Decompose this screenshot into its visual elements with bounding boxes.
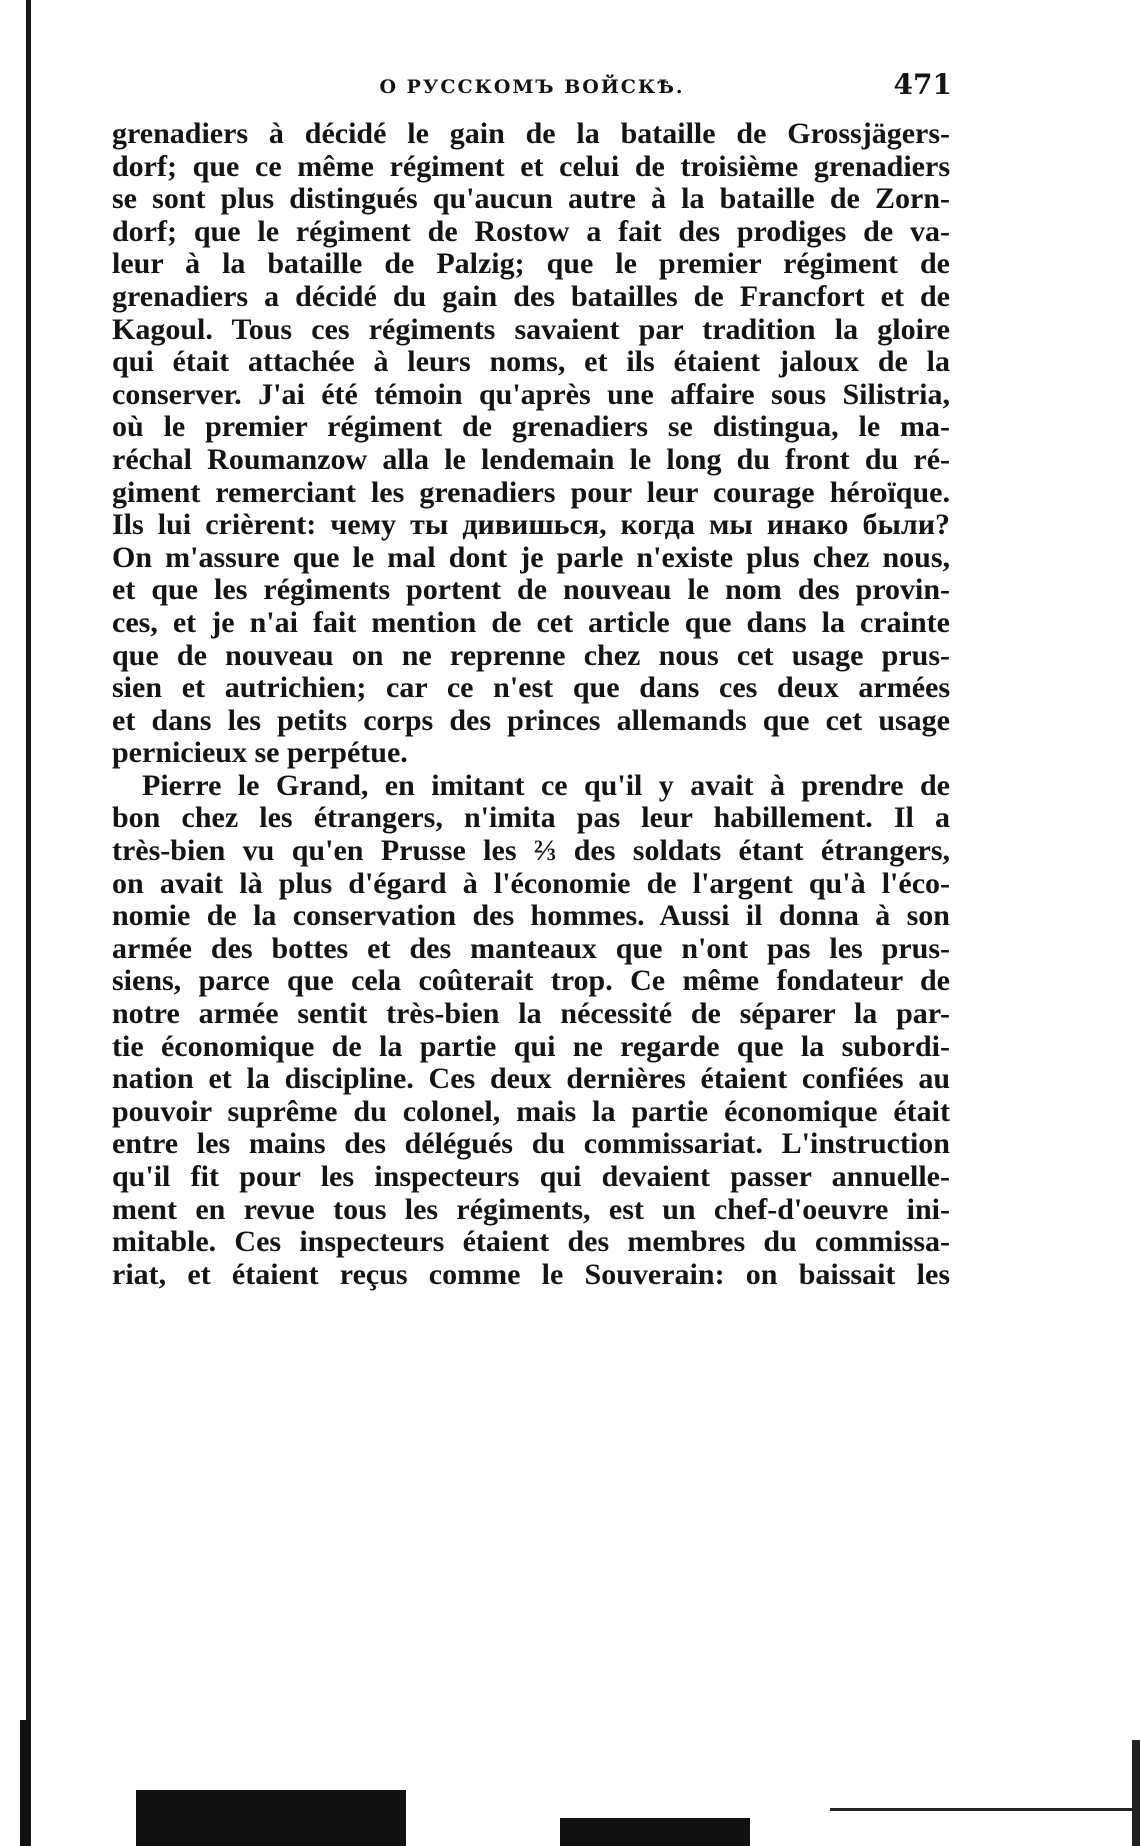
text-line: giment remerciant les grenadiers pour leur courage héroïque. — [112, 476, 950, 509]
text-line: où le premier régiment de grenadiers se distingua, le ma- — [112, 411, 950, 444]
text-line: Kagoul. Tous ces régiments savaient par tradition la gloire — [112, 313, 950, 346]
paragraph-start-line: Pierre le Grand, en imitant ce qu'il y avait à prendre de — [142, 769, 950, 802]
text-line: qu'il fit pour les inspecteurs qui devaient passer annuelle- — [112, 1161, 950, 1193]
text-line: très-bien vu qu'en Prusse les ⅔ des soldats étant étrangers, — [112, 835, 950, 868]
text-line: entre les mains des délégués du commissariat. L'instruction — [112, 1128, 950, 1161]
text-line: ces, et je n'ai fait mention de cet article que dans la crainte — [112, 606, 950, 639]
text-line: nomie de la conservation des hommes. Aussi il donna à son — [112, 900, 950, 933]
text-line: et que les régiments portent de nouveau le nom des provin- — [112, 574, 950, 607]
page-edge-right — [1132, 1740, 1140, 1846]
text-line: dorf; que ce même régiment et celui de troisième grenadiers — [112, 150, 950, 183]
page-edge-left-shadow — [20, 1720, 30, 1846]
text-line: riat, et étaient reçus comme le Souverain: on baissait les — [112, 1258, 950, 1291]
text-line: que de nouveau on ne reprenne chez nous cet usage prus- — [112, 639, 950, 672]
body-text — [112, 118, 950, 1291]
text-line: sien et autrichien; car ce n'est que dans ces deux armées — [112, 672, 950, 705]
text-line: grenadiers a décidé du gain des batailles de Francfort et de — [112, 280, 950, 313]
text-line: et dans les petits corps des princes allemands que cet usage — [112, 704, 950, 737]
text-line: On m'assure que le mal dont je parle n'existe plus chez nous, — [112, 541, 950, 574]
page-edge-left — [26, 0, 31, 1846]
text-line: qui était attachée à leurs noms, et ils étaient jaloux de la — [112, 346, 950, 379]
text-line: siens, parce que cela coûterait trop. Ce même fondateur de — [112, 965, 950, 998]
text-line: pouvoir suprême du colonel, mais la partie économique était — [112, 1095, 950, 1128]
paragraph-end-line: pernicieux se perpétue. — [112, 737, 408, 770]
text-line: tie économique de la partie qui ne regarde que la subordi- — [112, 1030, 950, 1063]
text-line: armée des bottes et des manteaux que n'ont pas les prus- — [112, 932, 950, 965]
text-line: mitable. Ces inspecteurs étaient des membres du commissa- — [112, 1226, 950, 1259]
text-line: on avait là plus d'égard à l'économie de l'argent qu'à l'éco- — [112, 867, 950, 900]
text-line: notre armée sentit très-bien la nécessité de séparer la par- — [112, 998, 950, 1031]
running-header — [112, 68, 952, 108]
text-line: bon chez les étrangers, n'imita pas leur habillement. Il a — [112, 802, 950, 835]
text-line: réchal Roumanzow alla le lendemain le long du front du ré- — [112, 443, 950, 476]
text-line: Ils lui crièrent: чему ты дивишься, когда мы инако были? — [112, 509, 950, 542]
text-line: grenadiers à décidé le gain de la bataille de Grossjägers- — [112, 118, 950, 150]
text-line: se sont plus distingués qu'aucun autre à la bataille de Zorn- — [112, 183, 950, 216]
page-number: 471 — [893, 68, 952, 101]
scan-artifact — [136, 1790, 406, 1846]
text-line: ment en revue tous les régiments, est un chef-d'oeuvre ini- — [112, 1193, 950, 1226]
text-line: leur à la bataille de Palzig; que le premier régiment de — [112, 248, 950, 281]
scan-artifact — [560, 1818, 750, 1846]
text-line: nation et la discipline. Ces deux dernières étaient confiées au — [112, 1063, 950, 1096]
running-title: О РУССКОМЪ ВОЙСКѢ. — [379, 76, 685, 98]
text-line: dorf; que le régiment de Rostow a fait des prodiges de va- — [112, 215, 950, 248]
scan-artifact-line — [830, 1808, 1140, 1811]
text-line: conserver. J'ai été témoin qu'après une affaire sous Silistria, — [112, 378, 950, 411]
